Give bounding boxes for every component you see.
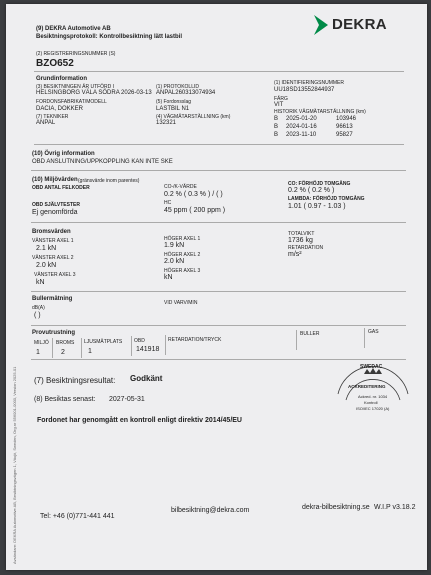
obd-self-value: Ej genomförda (32, 209, 78, 216)
footer-version: W.I.P v3.18.2 (374, 504, 416, 511)
history-code: B (274, 124, 279, 130)
directive-text: Fordonet har genomgått en kontroll enligt direktiv 2014/45/EU (37, 417, 242, 424)
equipment-value-broms: 2 (61, 349, 65, 356)
history-code: B (274, 116, 279, 122)
history-date: 2024-01-16 (286, 124, 317, 130)
color-label: FÄRG (274, 96, 288, 102)
brakes-title: Bromsvärden (32, 229, 71, 235)
total-weight-value: 1736 kg (288, 237, 313, 244)
miljo-title: (10) Miljövärden (32, 177, 78, 183)
equipment-header-miljo: MILJÖ (34, 340, 49, 346)
make-label: FORDONSFABRIKAT/MODELL (36, 99, 107, 105)
right-axle2-value: 2.0 kN (164, 258, 185, 265)
right-axle1-label: HÖGER AXEL 1 (164, 236, 201, 242)
hc-value: 45 ppm ( 200 ppm ) (164, 207, 226, 214)
left-axle3-label: VÄNSTER AXEL 3 (34, 272, 76, 278)
footer-phone: Tel: +46 (0)771-441 441 (40, 513, 115, 520)
company-name: (9) DEKRA Automotive AB (36, 26, 111, 32)
swedac-line1: Ackred. nr. 1034 (358, 394, 388, 399)
history-date: 2025-01-20 (286, 116, 317, 122)
swedac-sub: ACKREDITERING (348, 384, 386, 389)
noise-rpm-label: VID VARV/MIN (164, 300, 198, 306)
equipment-header-ljus: LJUSMÄTPLATS (84, 339, 123, 345)
history-km: 95827 (336, 132, 353, 138)
lambda-label: LAMBDA: FÖRHÖJD TOMGÅNG (288, 196, 365, 202)
grund-title: Grundinformation (36, 76, 87, 82)
right-axle3-label: HÖGER AXEL 3 (164, 268, 201, 274)
retardation-label: RETARDATION (288, 245, 324, 251)
footer-email[interactable]: bilbesiktning@dekra.com (171, 507, 250, 514)
noise-db-value: ( ) (34, 312, 41, 319)
next-inspection-label: (8) Besiktas senast: (34, 396, 96, 403)
ovrig-title: (10) Övrig information (32, 151, 95, 157)
inspection-protocol-page (6, 4, 427, 570)
side-legal-text: Avsändare: DEKRA Automotive AB, Besiktningsvägen 1, Växjö, Sweden, Org.nr 556001-0000, Version 2025-01 (12, 366, 17, 564)
equipment-value-obd: 141918 (136, 346, 160, 353)
history-date: 2023-11-10 (286, 132, 317, 138)
noise-title: Bullermätning (32, 296, 73, 302)
technician-label: (7) TEKNIKER (36, 114, 69, 120)
swedac-seal (336, 360, 410, 426)
color-value: VIT (274, 102, 284, 108)
left-axle2-value: 2.0 kN (36, 262, 57, 269)
result-value: Godkänt (130, 374, 163, 383)
equipment-header-gas: GAS (368, 329, 379, 335)
protocol-title: Besiktningsprotokoll: Kontrollbesiktning lätt lastbil (36, 34, 183, 40)
dekra-logo (312, 14, 402, 36)
miljo-note: (gränsvärde inom parentes) (78, 178, 140, 184)
make-value: DACIA, DOKKER (36, 106, 84, 112)
retardation-value: m/s² (288, 251, 302, 258)
obd-fault-label: OBD ANTAL FELKODER (32, 185, 90, 191)
place-value: HELSINGBORG VÄLA SÖDRA 2026-03-13 (36, 90, 152, 96)
noise-db-label: dB(A) (32, 305, 45, 311)
equipment-value-ljus: 1 (88, 348, 92, 355)
reg-label: (2) REGISTRERINGSNUMMER (S) (36, 51, 116, 57)
obd-self-label: OBD SJÄLVTESTER (32, 202, 80, 208)
co-idle-label: CO: FÖRHÖJD TOMGÅNG (288, 181, 351, 187)
ident-value: UU18SD13552844937 (274, 87, 335, 93)
left-axle1-value: 2.1 kN (36, 245, 57, 252)
equipment-value-miljo: 1 (36, 349, 40, 356)
swedac-line3: ISO/IEC 17020 (A) (356, 406, 390, 411)
left-axle3-value: kN (36, 279, 45, 286)
history-code: B (274, 132, 279, 138)
equipment-header-obd: OBD (134, 338, 145, 344)
history-label: HISTORIK VÄGMÄTARSTÄLLNING (km) (274, 109, 366, 115)
vehicle-class-label: (5) Fordonsslag (156, 99, 192, 105)
technician-value: ANPAL (36, 120, 56, 126)
equipment-header-buller: BULLER (300, 331, 320, 337)
place-label: (3) BESIKTNINGEN ÄR UTFÖRD I (36, 84, 115, 90)
history-km: 96613 (336, 124, 353, 130)
equipment-header-broms: BROMS (56, 340, 75, 346)
left-axle1-label: VÄNSTER AXEL 1 (32, 238, 74, 244)
dekra-brand-text: DEKRA (332, 16, 387, 33)
protocol-id-label: (1) PROTOKOLLID (156, 84, 199, 90)
footer-website[interactable]: dekra-bilbesiktning.se (302, 504, 370, 511)
next-inspection-value: 2027-05-31 (109, 396, 145, 403)
ident-label: (1) IDENTIFIERINGSNUMMER (274, 80, 344, 86)
left-axle2-label: VÄNSTER AXEL 2 (32, 255, 74, 261)
swedac-name: SWEDAC (360, 364, 383, 370)
total-weight-label: TOTALVIKT (288, 231, 315, 237)
dekra-logo-icon (312, 15, 330, 35)
co-label: CO-/K-VÄRDE (164, 184, 197, 190)
odometer-value: 132321 (156, 120, 177, 126)
vehicle-class-value: LASTBIL N1 (156, 106, 190, 112)
history-km: 103946 (336, 116, 357, 122)
equipment-title: Provutrustning (32, 330, 75, 336)
result-label: (7) Besiktningsresultat: (34, 376, 116, 385)
protocol-id-value: ANPAL260313074934 (156, 90, 216, 96)
right-axle3-value: kN (164, 274, 173, 281)
odometer-label: (4) VÄGMÄTARSTÄLLNING (km) (156, 114, 231, 120)
reg-number: BZO652 (36, 58, 74, 69)
right-axle2-label: HÖGER AXEL 2 (164, 252, 201, 258)
ovrig-text: OBD ANSLUTNING/UPPKOPPLING KAN INTE SKE (32, 159, 173, 165)
swedac-line2: Kontroll (364, 400, 378, 405)
right-axle1-value: 1.9 kN (164, 242, 185, 249)
equipment-header-retardation: RETARDATION/TRYCK (168, 337, 222, 343)
hc-label: HC (164, 200, 172, 206)
lambda-value: 1.01 ( 0.97 - 1.03 ) (288, 203, 346, 210)
co-value: 0.2 % ( 0.3 % ) / ( ) (164, 191, 223, 198)
co-idle-value: 0.2 % ( 0.2 % ) (288, 187, 335, 194)
